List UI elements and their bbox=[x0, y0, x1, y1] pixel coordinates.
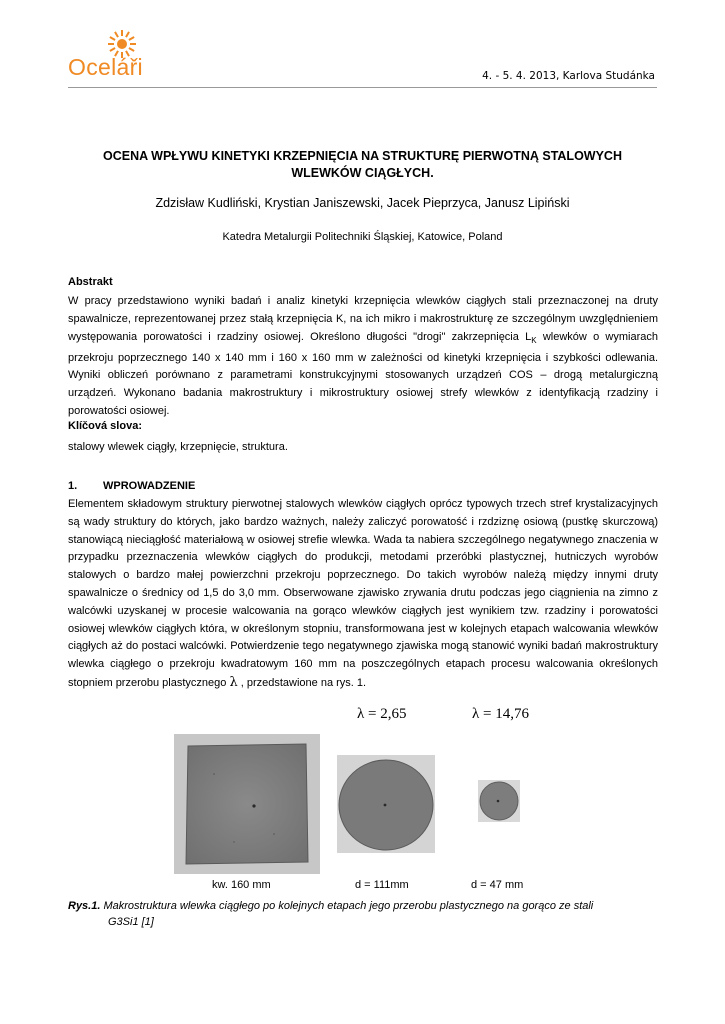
section-title: WPROWADZENIE bbox=[103, 480, 196, 492]
figure-caption bbox=[68, 898, 668, 930]
lambda-value-2: λ = 14,76 bbox=[472, 706, 529, 722]
caption-square: kw. 160 mm bbox=[212, 879, 271, 891]
lambda-value-1: λ = 2,65 bbox=[357, 706, 407, 722]
authors: Zdzisław Kudliński, Krystian Janiszewski, Jacek Pieprzyca, Janusz Lipiński bbox=[155, 196, 570, 210]
oceláři-logo bbox=[68, 28, 178, 84]
abstract-heading: Abstrakt bbox=[68, 276, 113, 288]
round-billet-111-photo bbox=[337, 755, 435, 853]
keywords-text: stalowy wlewek ciągły, krzepnięcie, struktura. bbox=[68, 441, 288, 453]
square-billet-photo bbox=[174, 734, 320, 874]
figure-caption-line-2: G3Si1 [1] bbox=[108, 916, 154, 928]
abstract-text-a: W pracy przedstawiono wyniki badań i analiz kinetyki krzepnięcia wlewków ciągłych stali przeznaczonej na druty spawalnicze, reprezentowanej przez stałą krzepnięcia K, na ich mikro i makrostrukturę ze szczególnym uwzględnieniem występowania porowatości i rzadziny osiowej. Określono długości "drogi" zakrzepnięcia L bbox=[68, 295, 658, 343]
abstract-subscript: K bbox=[531, 335, 537, 345]
round-billet-47-photo bbox=[478, 780, 520, 822]
abstract-text bbox=[68, 293, 658, 421]
caption-circle-111: d = 111mm bbox=[355, 879, 409, 891]
section-heading bbox=[68, 480, 195, 492]
abstract-text-b: wlewków o wymiarach przekroju poprzecznego 140 x 140 mm i 160 x 160 mm w zależności od kinetyki krzepnięcia i szybkości odlewania. Wyniki obliczeń porównano z parametrami konstrukcyjnymi stosowanych urządzeń COS – drogą metalurgiczną urządzeń. Wykonano badania makrostruktury i mikrostruktury osiowej strefy wlewków z identyfikacją rzadziny i porowatości osiowej. bbox=[68, 330, 658, 417]
paper-title bbox=[80, 148, 645, 182]
affiliation: Katedra Metalurgii Politechniki Śląskiej, Katowice, Poland bbox=[222, 231, 503, 243]
logo-text: Oceláři bbox=[68, 54, 143, 80]
conference-date-place: 4. - 5. 4. 2013, Karlova Studánka bbox=[482, 70, 655, 82]
figure-label: Rys.1. bbox=[68, 900, 101, 912]
intro-text-end: , przedstawione na rys. 1. bbox=[237, 676, 367, 689]
section-number: 1. bbox=[68, 480, 78, 492]
intro-paragraph bbox=[68, 496, 658, 693]
intro-text: Elementem składowym struktury pierwotnej stalowych wlewków ciągłych oprócz typowych trzech stref krystalizacyjnych są wady struktury do których, jako bardzo ważnych, należy zaliczyć porowatość i rzdziznę osiową (pustkę skurczową) stanowiącą nieciągłość materiałową w osiowej strefie wlewka. Wada ta nabiera szczególnego negatywnego znaczenia w przypadku przeznaczenia wlewków ciągłych do produkcji, metodami przeróbki plastycznej, hutniczych wyrobów stalowych o bardzo małej powierzchni przekroju poprzecznego. Do takich wyrobów należą między innymi druty spawalnicze o średnicy od 1,5 do 3,0 mm. Obserwowane zjawisko zrywania drutu podczas jego ciągnienia na zimno z walcówki uzyskanej w procesie walcowania na gorąco wlewków ciągłych jest wynikiem tzw. rzadziny i porowatości osiowej wlewków ciągłych która, w określonym stopniu, transformowana jest w kolejnych etapach walcowania wlewków ciągłych aż do postaci walcówki. Potwierdzenie tego negatywnego zjawiska mogą stanowić wyniki badań makrostruktury wlewka ciągłego o przekroju kwadratowym 160 mm na poszczególnych etapach procesu walcowania określonych stopniem przerobu plastycznego bbox=[68, 498, 658, 689]
lambda-symbol: λ bbox=[229, 674, 238, 690]
figure-caption-line-1: Makrostruktura wlewka ciągłego po kolejnych etapach jego przerobu plastycznego na gorąco ze stali bbox=[100, 900, 594, 912]
caption-circle-47: d = 47 mm bbox=[471, 879, 524, 891]
keywords-heading: Klíčová slova: bbox=[68, 420, 142, 432]
title-line-1: OCENA WPŁYWU KINETYKI KRZEPNIĘCIA NA STRUKTURĘ PIERWOTNĄ STALOWYCH bbox=[103, 149, 622, 163]
title-line-2: WLEWKÓW CIĄGŁYCH. bbox=[291, 166, 434, 180]
header-divider bbox=[68, 87, 657, 88]
